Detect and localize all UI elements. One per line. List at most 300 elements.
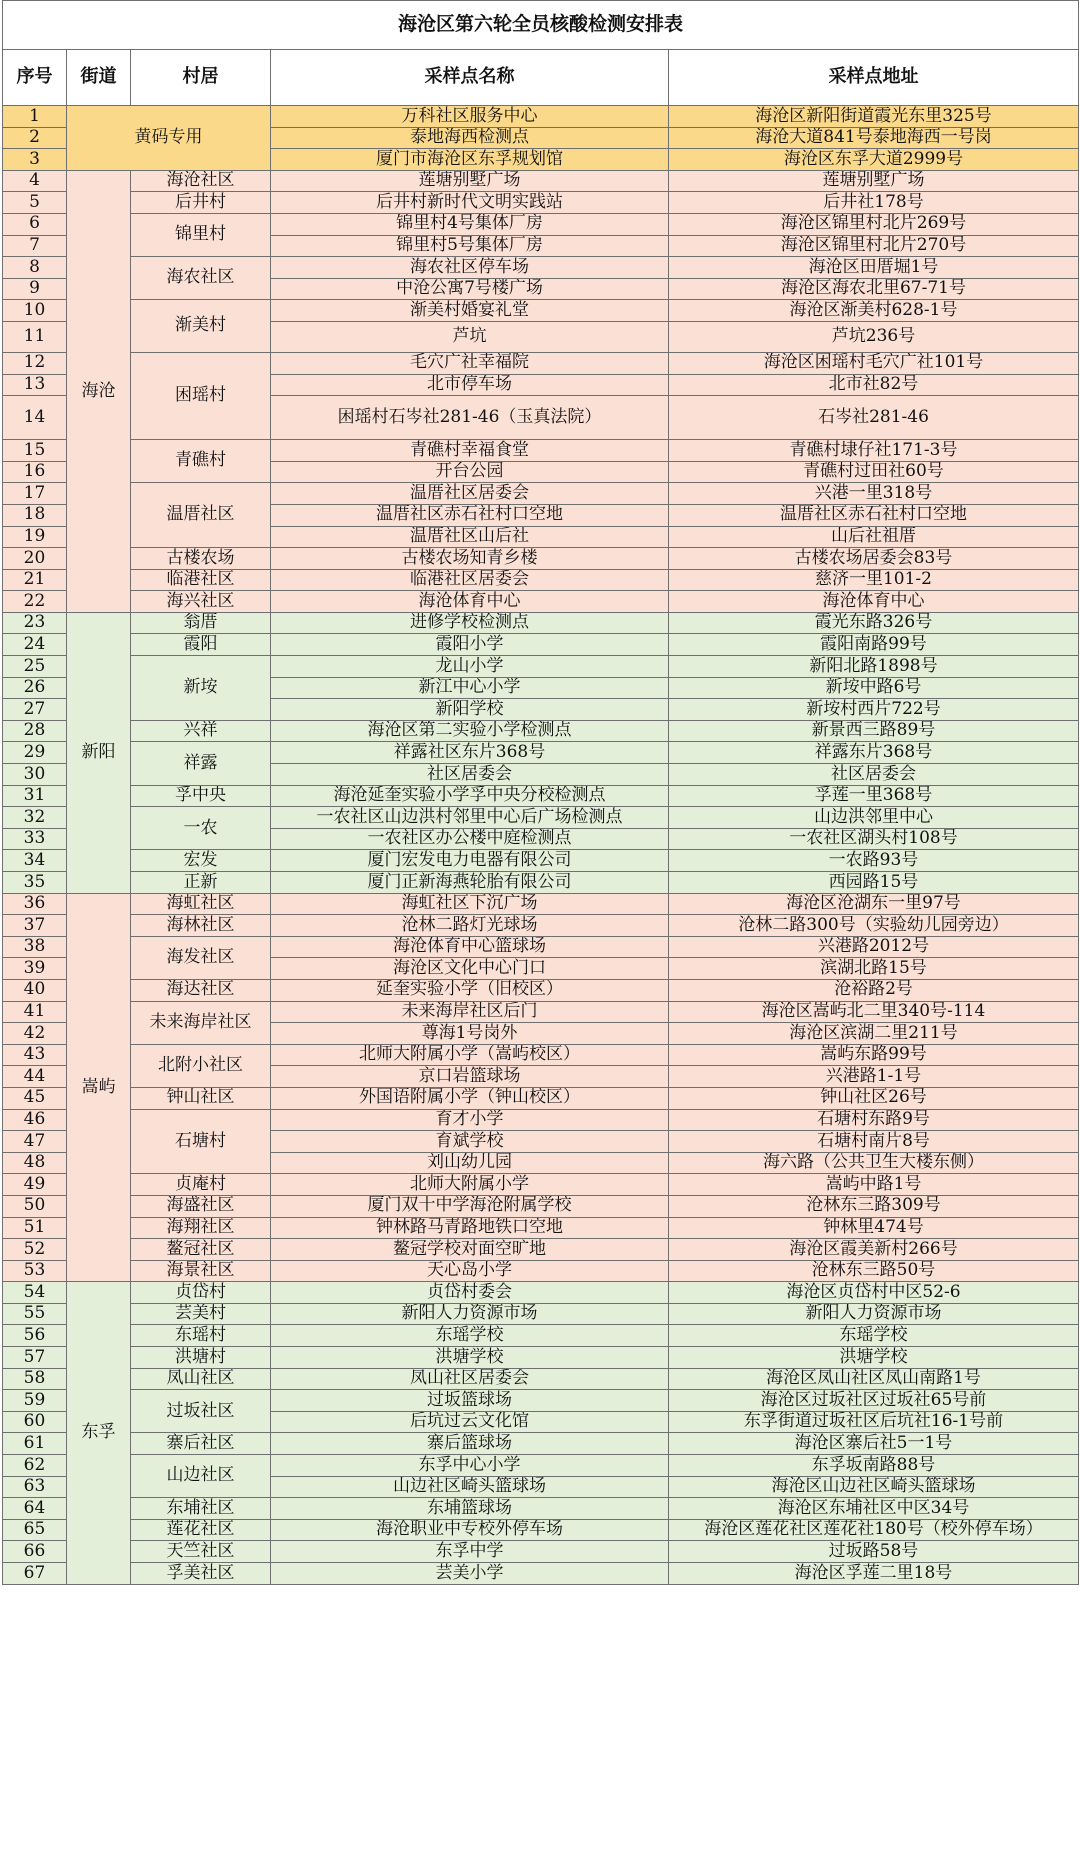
site-address: 海沧区沧湖东一里97号 [669,893,1079,915]
row-number: 62 [3,1455,67,1477]
site-address: 新垵中路6号 [669,677,1079,699]
site-address: 东孚街道过坂社区后坑社16-1号前 [669,1411,1079,1433]
site-name: 祥露社区东片368号 [271,742,669,764]
site-name: 后井村新时代文明实践站 [271,192,669,214]
row-number: 54 [3,1282,67,1304]
table-row [3,483,1079,505]
table-row [3,612,1079,634]
site-name: 东孚中心小学 [271,1455,669,1477]
site-name: 芸美小学 [271,1563,669,1585]
row-number: 39 [3,958,67,980]
table-body [3,106,1079,1585]
header-address: 采样点地址 [669,50,1079,106]
site-name: 锦里村4号集体厂房 [271,213,669,235]
site-name: 渐美村婚宴礼堂 [271,300,669,322]
site-address: 海沧区滨湖二里211号 [669,1023,1079,1045]
site-address: 一农社区湖头村108号 [669,828,1079,850]
village-cell: 孚美社区 [131,1563,271,1585]
site-address: 海沧区寨后社5一1号 [669,1433,1079,1455]
row-number: 1 [3,106,67,128]
site-name: 温厝社区赤石社村口空地 [271,504,669,526]
row-number: 41 [3,1001,67,1023]
table-row [3,1325,1079,1347]
site-address: 石塘村东路9号 [669,1109,1079,1131]
site-address: 东孚坂南路88号 [669,1455,1079,1477]
row-number: 56 [3,1325,67,1347]
site-address: 沧林东三路309号 [669,1195,1079,1217]
village-cell: 青礁村 [131,440,271,483]
village-cell: 东埔社区 [131,1498,271,1520]
site-address: 海沧区东埔社区中区34号 [669,1498,1079,1520]
site-address: 后井社178号 [669,192,1079,214]
table-row [3,440,1079,462]
site-address: 海沧区困瑶村毛穴广社101号 [669,352,1079,374]
site-address: 莲塘别墅广场 [669,170,1079,192]
row-number: 58 [3,1368,67,1390]
table-row [3,850,1079,872]
site-name: 育才小学 [271,1109,669,1131]
village-cell: 石塘村 [131,1109,271,1174]
site-name: 泰地海西检测点 [271,127,669,149]
row-number: 19 [3,526,67,548]
site-address: 山后社祖厝 [669,526,1079,548]
village-cell: 后井村 [131,192,271,214]
site-address: 过坂路58号 [669,1541,1079,1563]
village-cell: 海翔社区 [131,1217,271,1239]
site-name: 寨后篮球场 [271,1433,669,1455]
row-number: 40 [3,979,67,1001]
row-number: 27 [3,699,67,721]
row-number: 18 [3,504,67,526]
site-name: 临港社区居委会 [271,569,669,591]
row-number: 23 [3,612,67,634]
site-address: 青礁村埭仔社171-3号 [669,440,1079,462]
table-row [3,785,1079,807]
site-address: 北市社82号 [669,374,1079,396]
site-address: 新阳北路1898号 [669,656,1079,678]
table-row [3,1174,1079,1196]
table-row [3,742,1079,764]
row-number: 66 [3,1541,67,1563]
village-cell: 海盛社区 [131,1195,271,1217]
site-name: 一农社区办公楼中庭检测点 [271,828,669,850]
row-number: 29 [3,742,67,764]
row-number: 57 [3,1347,67,1369]
village-cell: 温厝社区 [131,483,271,548]
site-address: 新景西三路89号 [669,720,1079,742]
site-name: 莲塘别墅广场 [271,170,669,192]
row-number: 37 [3,915,67,937]
village-cell: 贞岱村 [131,1282,271,1304]
site-name: 厦门正新海燕轮胎有限公司 [271,872,669,894]
table-row [3,656,1079,678]
table-row [3,170,1079,192]
row-number: 24 [3,634,67,656]
site-address: 海沧区东孚大道2999号 [669,149,1079,171]
row-number: 30 [3,764,67,786]
row-number: 53 [3,1260,67,1282]
site-address: 海沧区嵩屿北二里340号-114 [669,1001,1079,1023]
site-name: 海沧体育中心 [271,591,669,613]
site-name: 北师大附属小学 [271,1174,669,1196]
row-number: 44 [3,1066,67,1088]
header-site: 采样点名称 [271,50,669,106]
site-name: 未来海岸社区后门 [271,1001,669,1023]
village-cell: 凤山社区 [131,1368,271,1390]
row-number: 52 [3,1239,67,1261]
row-number: 16 [3,461,67,483]
village-cell: 临港社区 [131,569,271,591]
village-cell: 过坂社区 [131,1390,271,1433]
row-number: 26 [3,677,67,699]
table-row [3,1519,1079,1541]
site-address: 芦坑236号 [669,321,1079,352]
table-row [3,569,1079,591]
site-name: 困瑶村石岑社281-46（玉真法院） [271,396,669,440]
site-name: 一农社区山边洪村邻里中心后广场检测点 [271,807,669,829]
site-address: 温厝社区赤石社村口空地 [669,504,1079,526]
village-cell: 芸美村 [131,1303,271,1325]
site-name: 海沧职业中专校外停车场 [271,1519,669,1541]
row-number: 17 [3,483,67,505]
village-cell: 锦里村 [131,213,271,256]
site-address: 钟林里474号 [669,1217,1079,1239]
site-address: 一农路93号 [669,850,1079,872]
village-cell: 海景社区 [131,1260,271,1282]
row-number: 10 [3,300,67,322]
site-address: 海沧区山边社区崎头篮球场 [669,1476,1079,1498]
site-address: 海沧区莲花社区莲花社180号（校外停车场） [669,1519,1079,1541]
site-address: 海六路（公共卫生大楼东侧） [669,1152,1079,1174]
row-number: 50 [3,1195,67,1217]
site-name: 毛穴广社幸福院 [271,352,669,374]
site-address: 石塘村南片8号 [669,1131,1079,1153]
site-name: 开台公园 [271,461,669,483]
table-row [3,352,1079,374]
site-name: 凤山社区居委会 [271,1368,669,1390]
row-number: 51 [3,1217,67,1239]
table-row [3,1455,1079,1477]
table-row [3,213,1079,235]
site-address: 海沧区新阳街道霞光东里325号 [669,106,1079,128]
site-address: 海沧区贞岱村中区52-6 [669,1282,1079,1304]
site-address: 嵩屿东路99号 [669,1044,1079,1066]
village-cell: 洪塘村 [131,1347,271,1369]
table-row [3,893,1079,915]
table-row [3,300,1079,322]
site-name: 鳌冠学校对面空旷地 [271,1239,669,1261]
street-cell: 黄码专用 [67,106,271,171]
village-cell: 海林社区 [131,915,271,937]
table-row [3,1390,1079,1412]
site-address: 东瑶学校 [669,1325,1079,1347]
site-address: 海沧区渐美村628-1号 [669,300,1079,322]
site-address: 兴港一里318号 [669,483,1079,505]
site-name: 山边社区崎头篮球场 [271,1476,669,1498]
site-address: 社区居委会 [669,764,1079,786]
street-cell: 嵩屿 [67,893,131,1282]
site-name: 进修学校检测点 [271,612,669,634]
village-cell: 东瑶村 [131,1325,271,1347]
village-cell: 海虹社区 [131,893,271,915]
village-cell: 翁厝 [131,612,271,634]
village-cell: 莲花社区 [131,1519,271,1541]
site-name: 海农社区停车场 [271,257,669,279]
village-cell: 山边社区 [131,1455,271,1498]
site-name: 中沧公寓7号楼广场 [271,278,669,300]
row-number: 34 [3,850,67,872]
site-address: 海沧区凤山社区凤山南路1号 [669,1368,1079,1390]
row-number: 5 [3,192,67,214]
row-number: 28 [3,720,67,742]
table-row [3,1260,1079,1282]
row-number: 38 [3,936,67,958]
site-address: 新阳人力资源市场 [669,1303,1079,1325]
site-name: 社区居委会 [271,764,669,786]
site-name: 沧林二路灯光球场 [271,915,669,937]
site-name: 东孚中学 [271,1541,669,1563]
site-name: 天心岛小学 [271,1260,669,1282]
table-row [3,1347,1079,1369]
village-cell: 天竺社区 [131,1541,271,1563]
table-row [3,807,1079,829]
site-name: 青礁村幸福食堂 [271,440,669,462]
village-cell: 古楼农场 [131,548,271,570]
site-name: 海沧体育中心篮球场 [271,936,669,958]
table-row [3,1498,1079,1520]
row-number: 43 [3,1044,67,1066]
row-number: 21 [3,569,67,591]
site-address: 兴港路1-1号 [669,1066,1079,1088]
site-name: 万科社区服务中心 [271,106,669,128]
header-row [3,50,1079,106]
site-name: 古楼农场知青乡楼 [271,548,669,570]
site-name: 后坑过云文化馆 [271,1411,669,1433]
table-row [3,1109,1079,1131]
row-number: 48 [3,1152,67,1174]
site-address: 石岑社281-46 [669,396,1079,440]
table-row [3,1433,1079,1455]
table-row [3,915,1079,937]
site-name: 新阳人力资源市场 [271,1303,669,1325]
row-number: 8 [3,257,67,279]
site-address: 霞阳南路99号 [669,634,1079,656]
table-row [3,936,1079,958]
village-cell: 宏发 [131,850,271,872]
village-cell: 霞阳 [131,634,271,656]
site-address: 兴港路2012号 [669,936,1079,958]
village-cell: 寨后社区 [131,1433,271,1455]
table-row [3,1563,1079,1585]
table-row [3,106,1079,128]
site-address: 海沧区孚莲二里18号 [669,1563,1079,1585]
header-no: 序号 [3,50,67,106]
site-address: 钟山社区26号 [669,1087,1079,1109]
site-address: 海沧体育中心 [669,591,1079,613]
site-name: 温厝社区居委会 [271,483,669,505]
row-number: 11 [3,321,67,352]
row-number: 55 [3,1303,67,1325]
site-address: 新垵村西片722号 [669,699,1079,721]
row-number: 60 [3,1411,67,1433]
row-number: 15 [3,440,67,462]
row-number: 36 [3,893,67,915]
row-number: 32 [3,807,67,829]
row-number: 31 [3,785,67,807]
site-address: 洪塘学校 [669,1347,1079,1369]
village-cell: 鳌冠社区 [131,1239,271,1261]
village-cell: 孚中央 [131,785,271,807]
site-name: 过坂篮球场 [271,1390,669,1412]
site-name: 海虹社区下沉广场 [271,893,669,915]
site-name: 钟林路马青路地铁口空地 [271,1217,669,1239]
page-title: 海沧区第六轮全员核酸检测安排表 [3,1,1079,50]
site-address: 嵩屿中路1号 [669,1174,1079,1196]
table-row [3,1195,1079,1217]
row-number: 3 [3,149,67,171]
site-name: 厦门双十中学海沧附属学校 [271,1195,669,1217]
site-address: 孚莲一里368号 [669,785,1079,807]
table-row [3,634,1079,656]
row-number: 22 [3,591,67,613]
row-number: 14 [3,396,67,440]
site-address: 西园路15号 [669,872,1079,894]
row-number: 13 [3,374,67,396]
row-number: 61 [3,1433,67,1455]
row-number: 46 [3,1109,67,1131]
table-row [3,1368,1079,1390]
street-cell: 新阳 [67,612,131,893]
site-address: 慈济一里101-2 [669,569,1079,591]
row-number: 64 [3,1498,67,1520]
row-number: 35 [3,872,67,894]
site-name: 新江中心小学 [271,677,669,699]
village-cell: 新垵 [131,656,271,721]
site-name: 东埔篮球场 [271,1498,669,1520]
header-village: 村居 [131,50,271,106]
site-name: 延奎实验小学（旧校区） [271,979,669,1001]
row-number: 67 [3,1563,67,1585]
site-address: 沧林东三路50号 [669,1260,1079,1282]
site-address: 沧林二路300号（实验幼儿园旁边） [669,915,1079,937]
village-cell: 海沧社区 [131,170,271,192]
site-name: 霞阳小学 [271,634,669,656]
row-number: 59 [3,1390,67,1412]
row-number: 9 [3,278,67,300]
site-address: 滨湖北路15号 [669,958,1079,980]
street-cell: 海沧 [67,170,131,612]
table-row [3,979,1079,1001]
table-row [3,548,1079,570]
village-cell: 钟山社区 [131,1087,271,1109]
table-row [3,1239,1079,1261]
row-number: 7 [3,235,67,257]
site-name: 外国语附属小学（钟山校区） [271,1087,669,1109]
site-address: 海沧区海农北里67-71号 [669,278,1079,300]
site-address: 海沧区霞美新村266号 [669,1239,1079,1261]
village-cell: 一农 [131,807,271,850]
site-address: 海沧区田厝堀1号 [669,257,1079,279]
site-name: 尊海1号岗外 [271,1023,669,1045]
table-row [3,1303,1079,1325]
site-name: 海沧区第二实验小学检测点 [271,720,669,742]
site-address: 古楼农场居委会83号 [669,548,1079,570]
village-cell: 海农社区 [131,257,271,300]
site-name: 温厝社区山后社 [271,526,669,548]
village-cell: 祥露 [131,742,271,785]
table-row [3,1217,1079,1239]
site-name: 海沧延奎实验小学孚中央分校检测点 [271,785,669,807]
row-number: 12 [3,352,67,374]
row-number: 42 [3,1023,67,1045]
table-row [3,591,1079,613]
site-name: 育斌学校 [271,1131,669,1153]
site-name: 海沧区文化中心门口 [271,958,669,980]
schedule-table [2,0,1079,1585]
site-name: 新阳学校 [271,699,669,721]
village-cell: 兴祥 [131,720,271,742]
table-row [3,720,1079,742]
site-address: 海沧区过坂社区过坂社65号前 [669,1390,1079,1412]
village-cell: 贞庵村 [131,1174,271,1196]
site-name: 刘山幼儿园 [271,1152,669,1174]
site-address: 海沧区锦里村北片270号 [669,235,1079,257]
row-number: 49 [3,1174,67,1196]
site-name: 贞岱村委会 [271,1282,669,1304]
site-name: 厦门宏发电力电器有限公司 [271,850,669,872]
village-cell: 北附小社区 [131,1044,271,1087]
village-cell: 未来海岸社区 [131,1001,271,1044]
site-name: 北市停车场 [271,374,669,396]
table-row [3,1087,1079,1109]
row-number: 65 [3,1519,67,1541]
street-cell: 东孚 [67,1282,131,1584]
site-address: 沧裕路2号 [669,979,1079,1001]
site-name: 洪塘学校 [271,1347,669,1369]
row-number: 33 [3,828,67,850]
village-cell: 渐美村 [131,300,271,353]
row-number: 2 [3,127,67,149]
village-cell: 困瑶村 [131,352,271,439]
row-number: 45 [3,1087,67,1109]
header-street: 街道 [67,50,131,106]
site-name: 锦里村5号集体厂房 [271,235,669,257]
village-cell: 海发社区 [131,936,271,979]
table-row [3,1044,1079,1066]
site-name: 京口岩篮球场 [271,1066,669,1088]
table-row [3,192,1079,214]
site-name: 龙山小学 [271,656,669,678]
site-address: 山边洪邻里中心 [669,807,1079,829]
site-name: 北师大附属小学（嵩屿校区） [271,1044,669,1066]
site-address: 海沧区锦里村北片269号 [669,213,1079,235]
village-cell: 海兴社区 [131,591,271,613]
site-name: 芦坑 [271,321,669,352]
site-address: 霞光东路326号 [669,612,1079,634]
row-number: 47 [3,1131,67,1153]
village-cell: 正新 [131,872,271,894]
site-name: 厦门市海沧区东孚规划馆 [271,149,669,171]
village-cell: 海达社区 [131,979,271,1001]
table-row [3,1001,1079,1023]
table-row [3,1282,1079,1304]
row-number: 4 [3,170,67,192]
site-name: 东瑶学校 [271,1325,669,1347]
row-number: 63 [3,1476,67,1498]
site-address: 海沧大道841号泰地海西一号岗 [669,127,1079,149]
table-row [3,872,1079,894]
row-number: 25 [3,656,67,678]
